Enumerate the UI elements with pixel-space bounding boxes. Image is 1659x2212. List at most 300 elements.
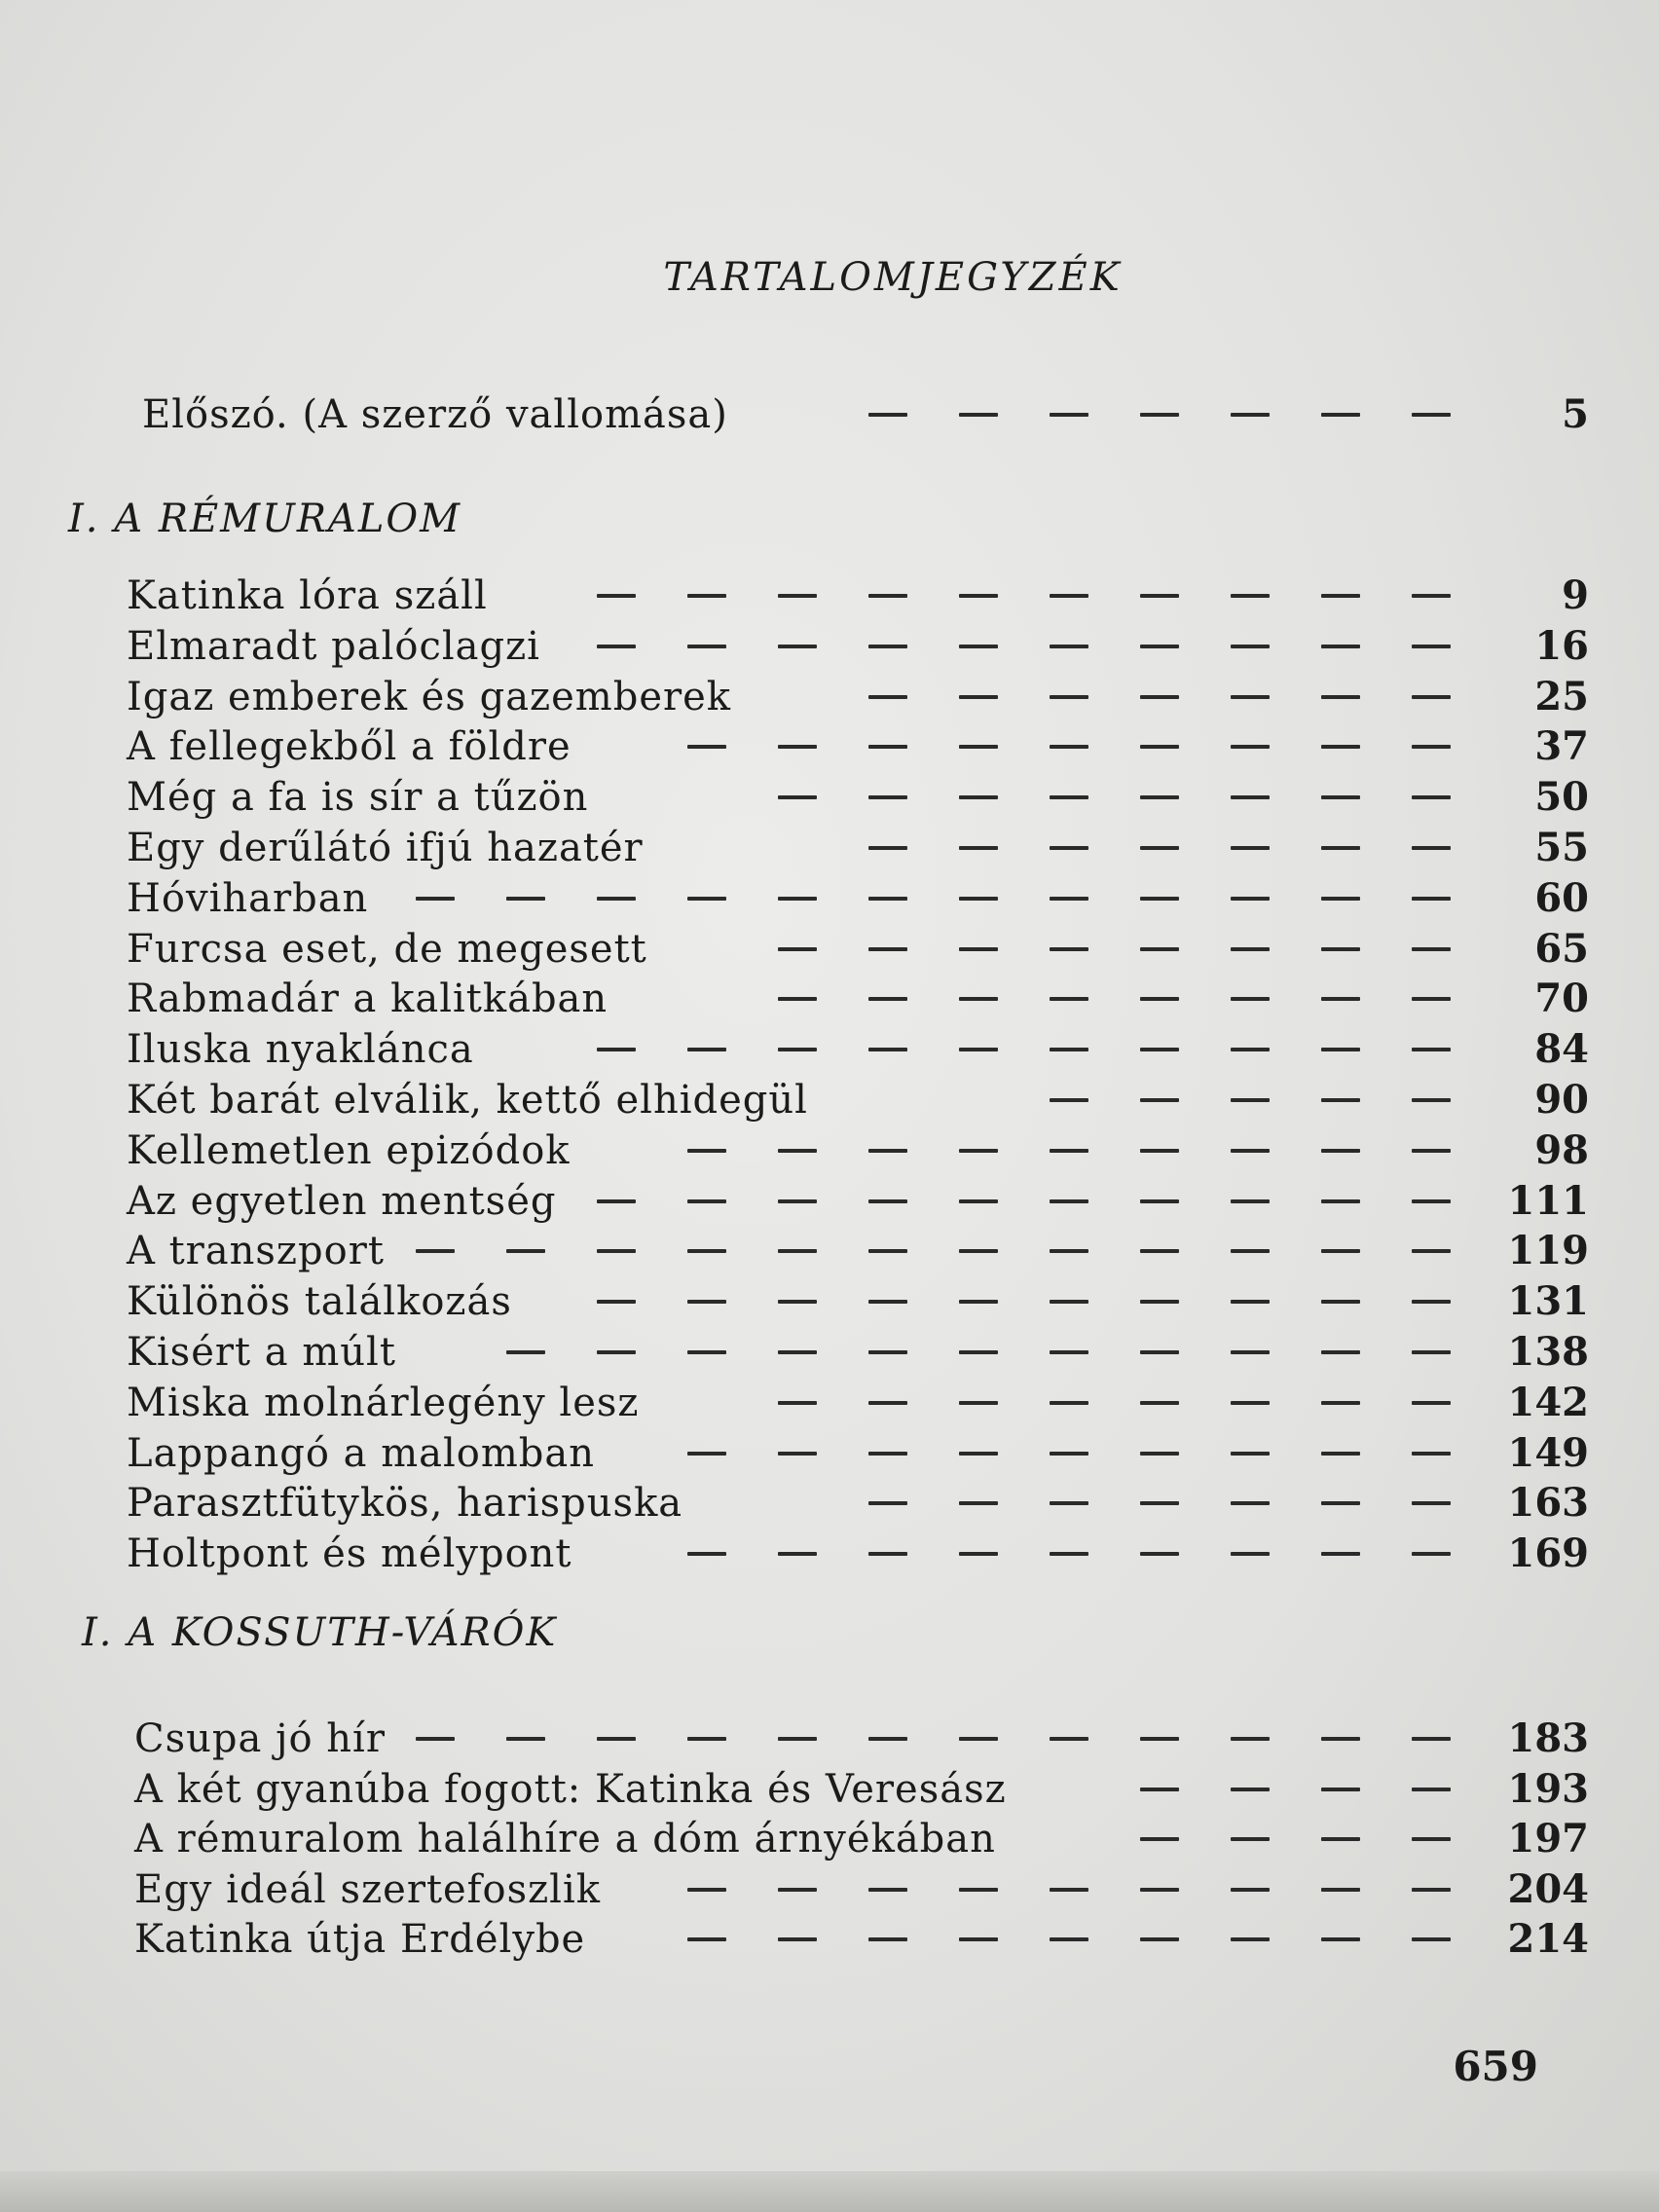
- leader-dash: [1231, 1552, 1270, 1556]
- leader-dash: [868, 846, 907, 850]
- toc-entry-title: Egy derűlátó ifjú hazatér: [127, 826, 644, 870]
- page-title: TARTALOMJEGYZÉK: [663, 255, 1123, 300]
- leader-dash: [687, 1048, 726, 1051]
- leader-dash: [1231, 1788, 1270, 1791]
- leader-dash: [1321, 1149, 1360, 1153]
- leader-dash: [1050, 1149, 1088, 1153]
- toc-entry: [0, 1914, 1659, 1965]
- leader-dash: [1140, 1300, 1179, 1304]
- leader-dash: [868, 1737, 907, 1741]
- leader-dash: [1050, 695, 1088, 699]
- leader-dash: [1231, 1350, 1270, 1354]
- toc-entry-title: Elmaradt palóclagzi: [127, 624, 540, 669]
- leader-dash: [597, 1737, 636, 1741]
- toc-entry-title: Csupa jó hír: [134, 1716, 386, 1761]
- leader-dash: [1050, 594, 1088, 598]
- leader-dash: [778, 897, 817, 901]
- toc-entry-page: 16: [1534, 623, 1589, 669]
- leader-dash: [1321, 1937, 1360, 1941]
- toc-entry-page: 84: [1534, 1026, 1589, 1072]
- toc-entry-title: Furcsa eset, de megesett: [127, 927, 647, 972]
- leader-dash: [778, 1350, 817, 1354]
- toc-entry-page: 131: [1507, 1278, 1589, 1324]
- leader-dash: [1050, 1048, 1088, 1051]
- leader-dash: [1231, 1452, 1270, 1456]
- leader-dash: [1231, 897, 1270, 901]
- leader-dash: [1321, 594, 1360, 598]
- leader-dash: [1412, 1552, 1451, 1556]
- leader-dash: [959, 1552, 998, 1556]
- leader-dash: [1140, 594, 1179, 598]
- leader-dash: [1140, 947, 1179, 951]
- leader-dash: [1140, 1199, 1179, 1203]
- leader-dash: [687, 1937, 726, 1941]
- leader-dash: [868, 1937, 907, 1941]
- leader-dash: [778, 1401, 817, 1405]
- toc-entry-page: 149: [1507, 1430, 1589, 1476]
- leader-dash: [506, 1737, 545, 1741]
- toc-entry-page: 193: [1507, 1766, 1589, 1812]
- toc-entry-title: Kellemetlen epizódok: [127, 1128, 571, 1173]
- leader-dash: [1412, 745, 1451, 749]
- leader-dash: [868, 1552, 907, 1556]
- leader-dash: [506, 1350, 545, 1354]
- leader-dash: [1321, 1048, 1360, 1051]
- toc-entry-title: A két gyanúba fogott: Katinka és Veresász: [134, 1767, 1007, 1812]
- leader-dash: [1140, 1888, 1179, 1892]
- leader-dash: [687, 1737, 726, 1741]
- leader-dash: [959, 1350, 998, 1354]
- toc-entry-title: Előszó. (A szerző vallomása): [142, 392, 728, 437]
- leader-dash: [959, 1401, 998, 1405]
- leader-dash: [778, 1249, 817, 1253]
- toc-entry-title: Rabmadár a kalitkában: [127, 977, 608, 1021]
- leader-dash: [687, 1552, 726, 1556]
- leader-dash: [1321, 1249, 1360, 1253]
- leader-dash: [1140, 1350, 1179, 1354]
- toc-entry-page: 214: [1507, 1916, 1589, 1962]
- toc-entry-page: 50: [1534, 774, 1589, 820]
- leader-dash: [959, 1501, 998, 1505]
- leader-dash: [687, 1350, 726, 1354]
- leader-dash: [868, 1888, 907, 1892]
- leader-dash: [1140, 1048, 1179, 1051]
- leader-dash: [778, 745, 817, 749]
- leader-dash: [1231, 846, 1270, 850]
- leader-dash: [1231, 1249, 1270, 1253]
- leader-dash: [959, 1888, 998, 1892]
- leader-dash: [1412, 1249, 1451, 1253]
- toc-entry-title: Hóviharban: [127, 876, 369, 921]
- toc-entry-title: Különös találkozás: [127, 1279, 512, 1324]
- toc-entry: [0, 1075, 1659, 1125]
- toc-entry-page: 111: [1507, 1178, 1589, 1224]
- toc-entry: [0, 1714, 1659, 1764]
- leader-dash: [1412, 1098, 1451, 1102]
- toc-entry-page: 169: [1507, 1530, 1589, 1576]
- leader-dash: [1231, 594, 1270, 598]
- leader-dash: [1321, 745, 1360, 749]
- leader-dash: [1140, 1098, 1179, 1102]
- leader-dash: [597, 645, 636, 648]
- toc-entry: [0, 1176, 1659, 1227]
- leader-dash: [1321, 1199, 1360, 1203]
- leader-dash: [416, 897, 455, 901]
- leader-dash: [868, 413, 907, 417]
- toc-entry-page: 60: [1534, 875, 1589, 921]
- leader-dash: [1140, 1501, 1179, 1505]
- toc-entry: [0, 1378, 1659, 1428]
- leader-dash: [1050, 1937, 1088, 1941]
- leader-dash: [1321, 1098, 1360, 1102]
- toc-entry: [0, 772, 1659, 823]
- leader-dash: [1321, 1737, 1360, 1741]
- leader-dash: [506, 1249, 545, 1253]
- bottom-edge: [0, 2171, 1659, 2212]
- leader-dash: [1140, 645, 1179, 648]
- leader-dash: [1412, 1452, 1451, 1456]
- leader-dash: [1050, 997, 1088, 1001]
- leader-dash: [1140, 1552, 1179, 1556]
- leader-dash: [1412, 695, 1451, 699]
- toc-entry: [0, 924, 1659, 975]
- leader-dash: [1140, 846, 1179, 850]
- leader-dash: [1412, 1350, 1451, 1354]
- toc-entry-title: Lappangó a malomban: [127, 1431, 595, 1476]
- leader-dash: [687, 1199, 726, 1203]
- leader-dash: [597, 1199, 636, 1203]
- leader-dash: [778, 1199, 817, 1203]
- leader-dash: [778, 1300, 817, 1304]
- leader-dash: [1321, 1501, 1360, 1505]
- leader-dash: [778, 594, 817, 598]
- leader-dash: [1412, 997, 1451, 1001]
- leader-dash: [1231, 645, 1270, 648]
- leader-dash: [868, 645, 907, 648]
- leader-dash: [778, 1888, 817, 1892]
- leader-dash: [597, 1048, 636, 1051]
- toc-entry: [0, 1226, 1659, 1276]
- leader-dash: [959, 1048, 998, 1051]
- leader-dash: [1412, 897, 1451, 901]
- leader-dash: [1231, 1737, 1270, 1741]
- toc-entry-title: Parasztfütykös, harispuska: [127, 1481, 683, 1526]
- toc-entry-title: Igaz emberek és gazemberek: [127, 675, 732, 719]
- leader-dash: [959, 1452, 998, 1456]
- leader-dash: [1231, 1401, 1270, 1405]
- toc-entry: [0, 389, 1659, 440]
- leader-dash: [1231, 947, 1270, 951]
- leader-dash: [1321, 1350, 1360, 1354]
- toc-entry: [0, 873, 1659, 924]
- leader-dash: [416, 1737, 455, 1741]
- leader-dash: [778, 645, 817, 648]
- leader-dash: [1140, 1149, 1179, 1153]
- leader-dash: [1321, 1401, 1360, 1405]
- leader-dash: [868, 1048, 907, 1051]
- leader-dash: [1140, 795, 1179, 799]
- leader-dash: [778, 997, 817, 1001]
- toc-entry: [0, 1864, 1659, 1915]
- leader-dash: [868, 947, 907, 951]
- leader-dash: [778, 1149, 817, 1153]
- leader-dash: [506, 897, 545, 901]
- section-heading: I. A RÉMURALOM: [68, 497, 462, 541]
- toc-entry-page: 9: [1562, 572, 1589, 618]
- leader-dash: [959, 594, 998, 598]
- toc-entry-page: 55: [1534, 825, 1589, 870]
- leader-dash: [1050, 846, 1088, 850]
- leader-dash: [1412, 947, 1451, 951]
- leader-dash: [1050, 645, 1088, 648]
- leader-dash: [868, 1452, 907, 1456]
- leader-dash: [868, 1199, 907, 1203]
- leader-dash: [959, 795, 998, 799]
- leader-dash: [1231, 1837, 1270, 1841]
- leader-dash: [778, 795, 817, 799]
- toc-entry-page: 5: [1562, 391, 1589, 437]
- leader-dash: [959, 947, 998, 951]
- leader-dash: [1231, 1098, 1270, 1102]
- toc-entry-page: 90: [1534, 1077, 1589, 1123]
- leader-dash: [1140, 997, 1179, 1001]
- leader-dash: [1321, 1300, 1360, 1304]
- leader-dash: [868, 997, 907, 1001]
- toc-entry-title: Az egyetlen mentség: [127, 1179, 557, 1224]
- leader-dash: [959, 1249, 998, 1253]
- leader-dash: [687, 645, 726, 648]
- leader-dash: [1321, 1552, 1360, 1556]
- leader-dash: [1321, 645, 1360, 648]
- leader-dash: [1321, 695, 1360, 699]
- leader-dash: [597, 1350, 636, 1354]
- leader-dash: [1231, 695, 1270, 699]
- leader-dash: [1412, 795, 1451, 799]
- leader-dash: [868, 594, 907, 598]
- page-number: 659: [1453, 2043, 1538, 2090]
- leader-dash: [868, 1350, 907, 1354]
- toc-entry: [0, 1276, 1659, 1327]
- leader-dash: [1231, 413, 1270, 417]
- leader-dash: [1231, 1149, 1270, 1153]
- leader-dash: [778, 1552, 817, 1556]
- toc-entry-title: Katinka lóra száll: [127, 573, 488, 618]
- leader-dash: [1231, 1501, 1270, 1505]
- leader-dash: [868, 795, 907, 799]
- leader-dash: [1321, 413, 1360, 417]
- leader-dash: [1412, 1149, 1451, 1153]
- leader-dash: [1050, 897, 1088, 901]
- leader-dash: [597, 1249, 636, 1253]
- leader-dash: [1140, 1837, 1179, 1841]
- toc-entry-page: 119: [1507, 1228, 1589, 1273]
- toc-entry: [0, 974, 1659, 1024]
- leader-dash: [1412, 1199, 1451, 1203]
- leader-dash: [1321, 1788, 1360, 1791]
- leader-dash: [959, 897, 998, 901]
- leader-dash: [687, 594, 726, 598]
- leader-dash: [1140, 1937, 1179, 1941]
- leader-dash: [1231, 1048, 1270, 1051]
- leader-dash: [1412, 1401, 1451, 1405]
- leader-dash: [1231, 1888, 1270, 1892]
- leader-dash: [1412, 1501, 1451, 1505]
- leader-dash: [1321, 846, 1360, 850]
- leader-dash: [687, 1888, 726, 1892]
- leader-dash: [597, 594, 636, 598]
- toc-entry: [0, 1327, 1659, 1378]
- leader-dash: [1412, 1888, 1451, 1892]
- toc-entry-title: Miska molnárlegény lesz: [127, 1381, 640, 1425]
- toc-entry: [0, 1764, 1659, 1815]
- leader-dash: [1140, 1737, 1179, 1741]
- leader-dash: [1321, 997, 1360, 1001]
- leader-dash: [687, 745, 726, 749]
- leader-dash: [868, 745, 907, 749]
- leader-dash: [959, 1199, 998, 1203]
- leader-dash: [1412, 846, 1451, 850]
- toc-entry-page: 37: [1534, 723, 1589, 769]
- leader-dash: [1321, 1452, 1360, 1456]
- leader-dash: [1140, 1401, 1179, 1405]
- toc-entry-title: Katinka útja Erdélybe: [134, 1917, 586, 1962]
- leader-dash: [1231, 1199, 1270, 1203]
- toc-entry-title: A transzport: [127, 1229, 385, 1273]
- leader-dash: [1321, 897, 1360, 901]
- leader-dash: [778, 1737, 817, 1741]
- leader-dash: [1231, 795, 1270, 799]
- toc-entry-title: A fellegekből a földre: [127, 724, 571, 769]
- leader-dash: [1050, 413, 1088, 417]
- leader-dash: [1050, 745, 1088, 749]
- toc-entry-page: 197: [1507, 1816, 1589, 1862]
- leader-dash: [1140, 413, 1179, 417]
- leader-dash: [597, 1300, 636, 1304]
- leader-dash: [1412, 1937, 1451, 1941]
- leader-dash: [868, 695, 907, 699]
- leader-dash: [1140, 1249, 1179, 1253]
- section-heading: I. A KOSSUTH-VÁRÓK: [82, 1610, 558, 1655]
- toc-entry-title: Két barát elválik, kettő elhidegül: [127, 1078, 808, 1123]
- leader-dash: [1412, 1048, 1451, 1051]
- leader-dash: [1231, 1937, 1270, 1941]
- toc-entry-page: 25: [1534, 674, 1589, 719]
- toc-entry: [0, 1125, 1659, 1176]
- leader-dash: [1412, 645, 1451, 648]
- leader-dash: [1321, 1837, 1360, 1841]
- leader-dash: [1050, 947, 1088, 951]
- toc-entry-page: 163: [1507, 1480, 1589, 1526]
- toc-entry: [0, 621, 1659, 672]
- leader-dash: [959, 645, 998, 648]
- leader-dash: [1050, 1199, 1088, 1203]
- leader-dash: [1412, 1300, 1451, 1304]
- toc-entry-title: Egy ideál szertefoszlik: [134, 1867, 601, 1912]
- toc-entry-title: A rémuralom halálhíre a dóm árnyékában: [134, 1817, 996, 1862]
- leader-dash: [1231, 745, 1270, 749]
- toc-entry: [0, 721, 1659, 772]
- leader-dash: [959, 846, 998, 850]
- toc-entry-page: 98: [1534, 1127, 1589, 1173]
- leader-dash: [1050, 1888, 1088, 1892]
- leader-dash: [868, 1300, 907, 1304]
- leader-dash: [868, 1501, 907, 1505]
- toc-entry-title: Még a fa is sír a tűzön: [127, 775, 589, 820]
- leader-dash: [416, 1249, 455, 1253]
- leader-dash: [1140, 897, 1179, 901]
- leader-dash: [778, 1937, 817, 1941]
- leader-dash: [1231, 1300, 1270, 1304]
- leader-dash: [868, 897, 907, 901]
- leader-dash: [687, 1300, 726, 1304]
- toc-entry-title: Kisért a múlt: [127, 1330, 396, 1375]
- leader-dash: [959, 1737, 998, 1741]
- leader-dash: [1321, 1888, 1360, 1892]
- leader-dash: [1050, 1401, 1088, 1405]
- leader-dash: [1140, 695, 1179, 699]
- toc-entry: [0, 571, 1659, 621]
- leader-dash: [868, 1249, 907, 1253]
- leader-dash: [1321, 947, 1360, 951]
- leader-dash: [1412, 594, 1451, 598]
- leader-dash: [1412, 1788, 1451, 1791]
- leader-dash: [868, 1149, 907, 1153]
- toc-entry-page: 183: [1507, 1715, 1589, 1761]
- leader-dash: [778, 1452, 817, 1456]
- toc-entry-page: 65: [1534, 926, 1589, 972]
- leader-dash: [1050, 1249, 1088, 1253]
- leader-dash: [1231, 997, 1270, 1001]
- leader-dash: [1140, 1788, 1179, 1791]
- leader-dash: [1412, 1737, 1451, 1741]
- toc-entry: [0, 1024, 1659, 1075]
- toc-entry-page: 70: [1534, 976, 1589, 1021]
- toc-entry-page: 204: [1507, 1866, 1589, 1912]
- toc-entry: [0, 1428, 1659, 1479]
- leader-dash: [1050, 1737, 1088, 1741]
- leader-dash: [1140, 1452, 1179, 1456]
- leader-dash: [1050, 1552, 1088, 1556]
- leader-dash: [1050, 1350, 1088, 1354]
- leader-dash: [778, 947, 817, 951]
- leader-dash: [959, 997, 998, 1001]
- toc-entry: [0, 1529, 1659, 1579]
- leader-dash: [959, 413, 998, 417]
- leader-dash: [687, 1249, 726, 1253]
- toc-entry-title: Iluska nyaklánca: [127, 1027, 474, 1072]
- leader-dash: [959, 745, 998, 749]
- leader-dash: [687, 897, 726, 901]
- toc-entry-title: Holtpont és mélypont: [127, 1531, 572, 1576]
- leader-dash: [1050, 1300, 1088, 1304]
- leader-dash: [687, 1149, 726, 1153]
- leader-dash: [959, 1300, 998, 1304]
- leader-dash: [1050, 1098, 1088, 1102]
- toc-entry: [0, 823, 1659, 873]
- leader-dash: [1050, 1452, 1088, 1456]
- leader-dash: [1050, 1501, 1088, 1505]
- leader-dash: [687, 1452, 726, 1456]
- leader-dash: [868, 1401, 907, 1405]
- leader-dash: [1412, 1837, 1451, 1841]
- toc-entry: [0, 672, 1659, 722]
- toc-entry: [0, 1814, 1659, 1864]
- leader-dash: [1412, 413, 1451, 417]
- leader-dash: [1321, 795, 1360, 799]
- toc-entry: [0, 1478, 1659, 1529]
- leader-dash: [597, 897, 636, 901]
- toc-entry-page: 138: [1507, 1329, 1589, 1375]
